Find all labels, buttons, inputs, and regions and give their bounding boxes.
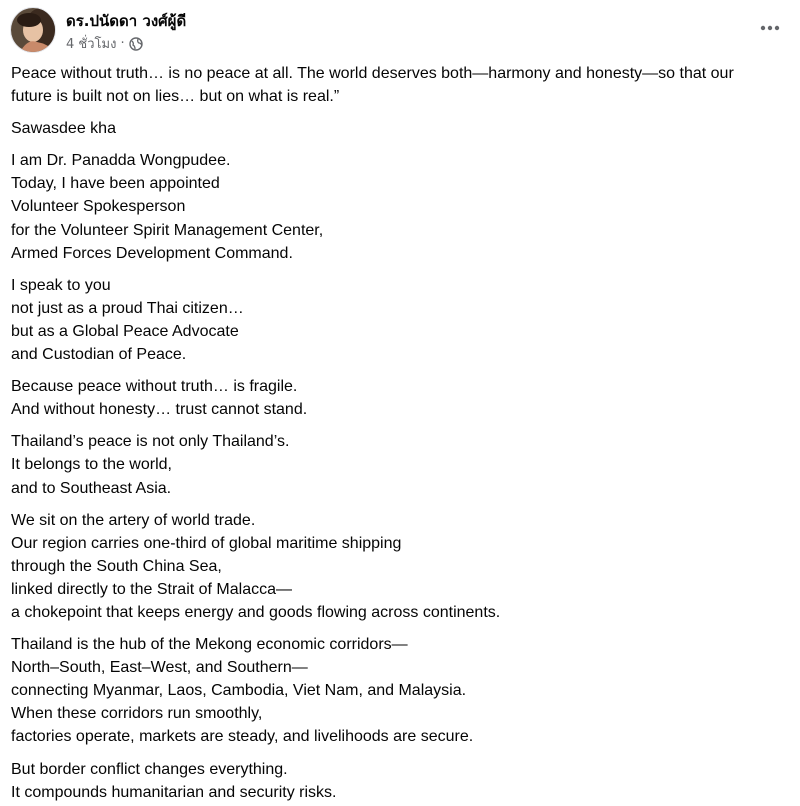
post-text-line: Armed Forces Development Command. (11, 244, 293, 262)
post-text-line: not just as a proud Thai citizen… (11, 299, 244, 317)
post-text-line: Thailand is the hub of the Mekong economic corridors— (11, 636, 408, 654)
post-paragraph (11, 117, 793, 140)
post-text-line: Our region carries one-third of global maritime shipping (11, 534, 402, 552)
post-paragraph (11, 758, 793, 804)
post-text-line: I am Dr. Panadda Wongpudee. (11, 152, 231, 170)
post-text-line: Sawasdee kha (11, 120, 116, 138)
post-text-line: I speak to you (11, 276, 111, 294)
post-text-line: Peace without truth… is no peace at all. The world deserves both—harmony and honesty—so that our (11, 65, 734, 82)
post-paragraph (11, 375, 793, 421)
post-paragraph (11, 274, 793, 366)
post-text-line: and to Southeast Asia. (11, 479, 172, 497)
post-text-line: but as a Global Peace Advocate (11, 322, 239, 340)
post-text-line: factories operate, markets are steady, and livelihoods are secure. (11, 728, 474, 746)
post-text-line: When these corridors run smoothly, (11, 705, 263, 723)
post-text-line: Today, I have been appointed (11, 175, 220, 193)
post-text-line: linked directly to the Strait of Malacca— (11, 580, 293, 598)
post-paragraph (11, 62, 793, 108)
post-meta (66, 33, 143, 54)
post-text-line: But border conflict changes everything. (11, 760, 288, 778)
post-text-line: Thailand’s peace is not only Thailand’s. (11, 433, 290, 451)
more-options-button[interactable] (752, 14, 788, 42)
post-text-line: North–South, East–West, and Southern— (11, 659, 308, 677)
post-paragraph (11, 149, 793, 264)
author-avatar[interactable] (10, 7, 56, 53)
post-text-line: through the South China Sea, (11, 557, 222, 575)
author-name[interactable]: ดร.ปนัดดา วงศ์ผู้ดี (66, 12, 187, 30)
post-timestamp[interactable]: 4 ชั่วโมง (66, 37, 117, 52)
post-paragraph (11, 430, 793, 499)
post-text-line: and Custodian of Peace. (11, 346, 187, 364)
post-text-line: It compounds humanitarian and security risks. (11, 783, 337, 801)
post-text (11, 62, 793, 806)
post-text-line: We sit on the artery of world trade. (11, 511, 256, 529)
post-text-line: a chokepoint that keeps energy and goods flowing across continents. (11, 603, 501, 621)
post-paragraph (11, 633, 793, 748)
post-paragraph (11, 509, 793, 624)
post-text-line: future is built not on lies… but on what is real.” (11, 88, 340, 106)
avatar-photo (11, 8, 56, 53)
post-text-line: It belongs to the world, (11, 456, 172, 474)
more-options-icon (760, 25, 780, 31)
globe-icon[interactable] (129, 37, 143, 51)
meta-separator: · (120, 36, 125, 51)
post-text-line: Because peace without truth… is fragile. (11, 378, 298, 396)
post-text-line: And without honesty… trust cannot stand. (11, 401, 308, 419)
post-text-line: Volunteer Spokesperson (11, 198, 186, 216)
post-header (0, 0, 800, 58)
post-text-line: for the Volunteer Spirit Management Center, (11, 221, 324, 239)
post-text-line: connecting Myanmar, Laos, Cambodia, Viet Nam, and Malaysia. (11, 682, 467, 700)
